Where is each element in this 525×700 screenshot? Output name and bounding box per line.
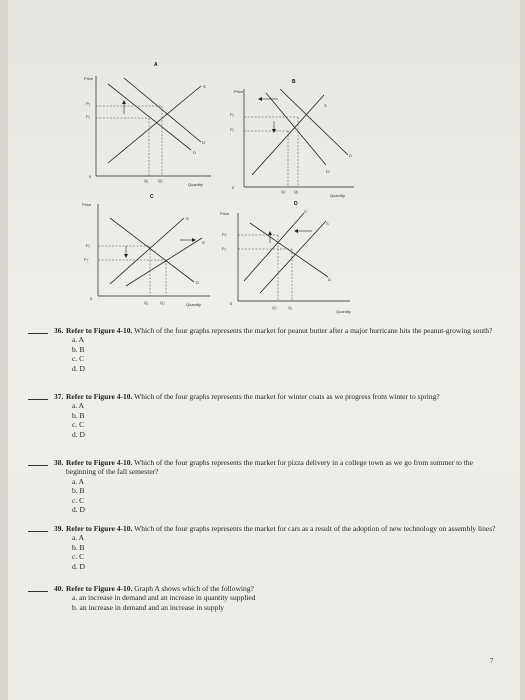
- option-d: d. D: [72, 505, 85, 515]
- question-40: [54, 584, 504, 612]
- quantity-1-label: Q₂': [281, 189, 287, 194]
- question-38: [54, 458, 504, 514]
- figure-ref: Refer to Figure 4-10.: [66, 584, 133, 593]
- option-b: b. B: [72, 344, 85, 354]
- graph-title: B: [292, 79, 296, 85]
- demand-label: D: [328, 277, 331, 282]
- option-a: a. A: [72, 533, 85, 543]
- question-number: 37.: [54, 392, 64, 401]
- left-arrow-icon: [294, 229, 298, 233]
- option-b: b. an increase in demand and an increase in supply: [72, 602, 225, 612]
- demand-label: D: [193, 150, 196, 155]
- question-37: [54, 392, 504, 439]
- option-b: b. B: [72, 486, 85, 496]
- option-b: b. B: [72, 542, 85, 552]
- price-2-label: P₂': [222, 232, 227, 237]
- y-axis-label: Price: [84, 76, 94, 81]
- price-2-label: P₂': [84, 257, 89, 262]
- supply-shifted-label: S': [202, 240, 206, 245]
- question-text: Which of the four graphs represents the market for pizza delivery in a college town as we go from summer to the beginning of the fall semester?: [66, 458, 473, 477]
- answer-blank[interactable]: [28, 326, 48, 334]
- option-list: [54, 401, 504, 439]
- quantity-2-label: Q₂': [160, 300, 166, 305]
- option-c: c. C: [72, 354, 85, 364]
- x-axis-label: Quantity: [330, 193, 345, 198]
- option-d: d. D: [72, 363, 85, 373]
- option-list: [54, 477, 504, 515]
- supply-label: S: [203, 84, 206, 89]
- quantity-1-label: Q₁: [144, 178, 149, 183]
- option-list: [54, 533, 504, 571]
- demand-shifted-label: D': [202, 140, 206, 145]
- question-text: Which of the four graphs represents the market for peanut butter after a major hurricane hits the peanut-growing south?: [134, 326, 493, 335]
- option-d: d. D: [72, 429, 85, 439]
- figure-ref: Refer to Figure 4-10.: [66, 392, 133, 401]
- answer-blank[interactable]: [28, 524, 48, 532]
- down-arrow-icon: [124, 254, 128, 258]
- price-1-label: P₁: [222, 246, 227, 251]
- demand-label: D: [196, 280, 199, 285]
- demand-label: D: [349, 153, 352, 158]
- option-list: [54, 335, 504, 373]
- question-text: Which of the four graphs represents the market for winter coats as we progress from winter to spring?: [134, 392, 440, 401]
- question-number: 36.: [54, 326, 64, 335]
- option-c: c. C: [72, 420, 85, 430]
- question-number: 40.: [54, 584, 64, 593]
- origin-label: 0: [232, 185, 235, 190]
- answer-blank[interactable]: [28, 458, 48, 466]
- option-a: a. A: [72, 401, 85, 411]
- option-d: d. D: [72, 561, 85, 571]
- quantity-1-label: Q₁: [288, 305, 293, 310]
- figure-ref: Refer to Figure 4-10.: [66, 326, 133, 335]
- demand-shifted-label: D': [326, 169, 330, 174]
- up-arrow-icon: [268, 231, 272, 235]
- origin-label: 0: [90, 296, 93, 301]
- option-a: a. an increase in demand and an increase in quantity supplied: [72, 593, 256, 603]
- quantity-2-label: Q₂': [158, 178, 164, 183]
- option-b: b. B: [72, 410, 85, 420]
- question-36: [54, 326, 504, 373]
- origin-label: 0: [230, 301, 233, 306]
- page-number: 7: [490, 657, 494, 665]
- graph-title: D: [294, 201, 298, 207]
- supply-shifted-label: S': [304, 209, 308, 214]
- graph-title: A: [154, 62, 158, 68]
- supply-label: S: [326, 221, 329, 226]
- x-axis-label: Quantity: [186, 302, 201, 307]
- figure-ref: Refer to Figure 4-10.: [66, 524, 133, 533]
- up-arrow-icon: [122, 100, 126, 104]
- y-axis-label: Price: [82, 202, 92, 207]
- price-1-label: P₁: [86, 243, 91, 248]
- question-text: Which of the four graphs represents the market for cars as a result of the adoption of new technology on assembly lines?: [134, 524, 496, 533]
- left-arrow-icon: [258, 97, 262, 101]
- graph-title: C: [150, 194, 154, 200]
- supply-label: S: [186, 216, 189, 221]
- option-list: [54, 593, 504, 612]
- option-c: c. C: [72, 552, 85, 562]
- option-c: c. C: [72, 495, 85, 505]
- x-axis-label: Quantity: [336, 309, 351, 314]
- price-1-label: P₁: [86, 114, 91, 119]
- price-2-label: P₁: [230, 127, 235, 132]
- question-number: 38.: [54, 458, 64, 467]
- option-a: a. A: [72, 476, 85, 486]
- graph-b: [230, 75, 366, 210]
- answer-blank[interactable]: [28, 584, 48, 592]
- price-1-label: P₂: [230, 112, 235, 117]
- right-arrow-icon: [192, 238, 196, 242]
- worksheet-page: [8, 0, 520, 700]
- graph-c: [82, 190, 216, 325]
- figure-ref: Refer to Figure 4-10.: [66, 458, 133, 467]
- question-39: [54, 524, 504, 571]
- origin-label: 0: [89, 174, 92, 179]
- y-axis-label: Price: [234, 89, 244, 94]
- quantity-2-label: Q₁: [294, 189, 299, 194]
- quantity-1-label: Q₁: [144, 300, 149, 305]
- graph-a: [86, 58, 216, 193]
- supply-label: S: [324, 103, 327, 108]
- answer-blank[interactable]: [28, 392, 48, 400]
- question-number: 39.: [54, 524, 64, 533]
- x-axis-label: Quantity: [188, 182, 203, 187]
- option-a: a. A: [72, 335, 85, 345]
- quantity-2-label: Q₂': [272, 305, 278, 310]
- price-2-label: P₂: [86, 101, 91, 106]
- y-axis-label: Price: [220, 211, 230, 216]
- graph-d: [220, 197, 362, 332]
- question-text: Graph A shows which of the following?: [134, 584, 254, 593]
